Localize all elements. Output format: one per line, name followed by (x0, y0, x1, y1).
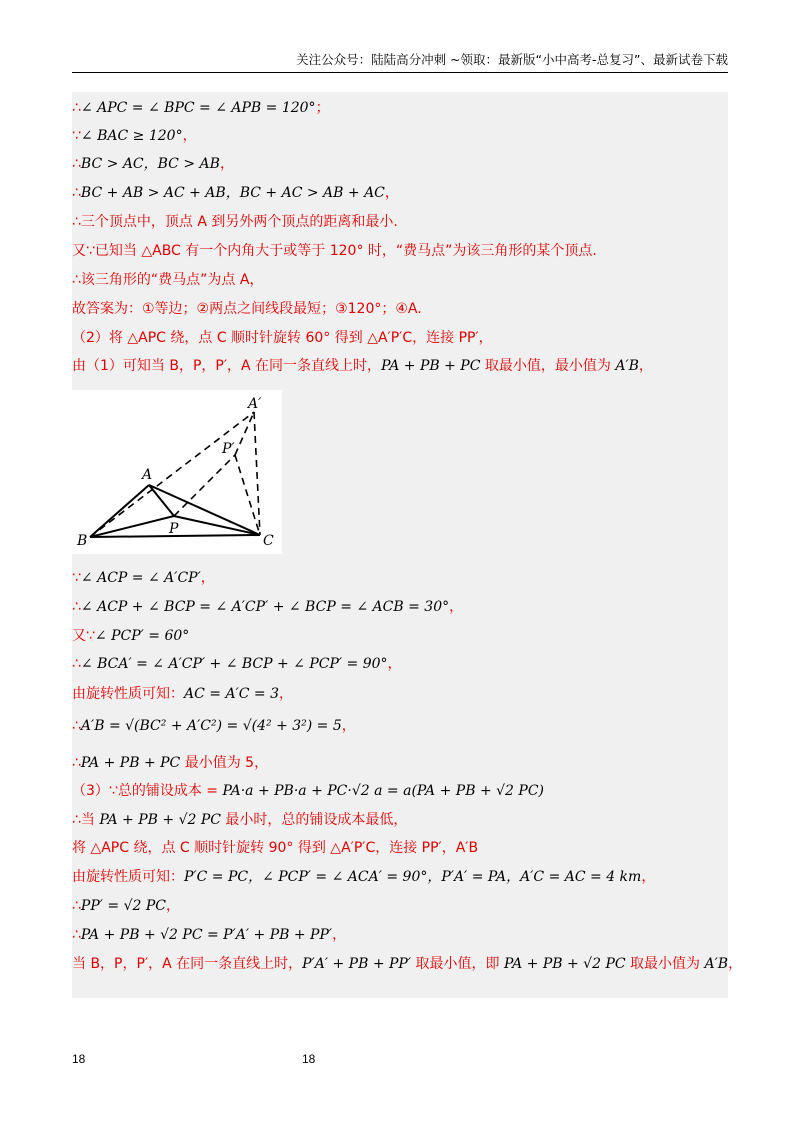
line-text: ∴ (72, 656, 81, 672)
solution-line (72, 568, 215, 588)
math-expression: PA·a + PB·a + PC·√2 a = a(PA + PB + √2 PC) (222, 783, 544, 799)
line-text: ， (341, 718, 356, 734)
line-text: ∴ (72, 156, 81, 172)
math-expression: ∠ BAC ≥ 120° (80, 128, 183, 144)
line-text: ∴ (72, 185, 81, 201)
math-expression: A′B (615, 358, 639, 374)
solution-line (72, 126, 197, 146)
segment-P-prime-C (235, 455, 260, 535)
line-text: 当 B，P，P′，A 在同一条直线上时， (72, 956, 303, 972)
segment-AC (149, 485, 260, 535)
solution-line (72, 626, 189, 646)
solution-line (72, 781, 544, 801)
header-text: 关注公众号：陆陆高分冲刺 ~领取：最新版“小中高考-总复习”、最新试卷下载 (296, 52, 728, 67)
math-expression: A′B (704, 956, 729, 972)
math-expression: ∠ APC = ∠ BPC = ∠ APB = 120° (80, 100, 316, 116)
geometry-diagram (72, 390, 282, 554)
math-expression: ∠ ACP = ∠ A′CP′ (80, 570, 201, 586)
line-text: ， (387, 656, 402, 672)
math-expression: PA + PB + PC (381, 358, 481, 374)
line-text: 将 △APC 绕，点 C 顺时针旋转 90° 得到 △A′P′C，连接 PP′，A′B (72, 840, 479, 856)
line-text: 最小值为 5， (180, 755, 269, 771)
solution-line (72, 328, 493, 348)
line-text: ∴该三角形的“费马点”为点 A， (72, 272, 264, 288)
page-number-center: 18 (302, 1052, 316, 1066)
page-number-left: 18 (72, 1052, 86, 1066)
solution-line (72, 925, 346, 945)
label-A-prime: A′ (248, 396, 262, 412)
line-text: ∵ (72, 128, 81, 144)
line-text: ∴ (72, 927, 81, 943)
line-text: 取最小值，最小值为 (480, 358, 616, 374)
line-text: 由旋转性质可知： (72, 686, 184, 702)
line-text: ， (384, 185, 399, 201)
segment-PC (174, 516, 260, 535)
line-text: 由（1）可知当 B，P，P′，A 在同一条直线上时， (72, 358, 382, 374)
solution-line (72, 154, 234, 174)
solution-line (72, 896, 180, 916)
math-expression: ∠ ACP + ∠ BCP = ∠ A′CP′ + ∠ BCP = ∠ ACB = 30° (80, 599, 450, 615)
math-expression: PP′ = √2 PC (80, 898, 166, 914)
math-expression: ∠ BCA′ = ∠ A′CP′ + ∠ BCP + ∠ PCP′ = 90° (80, 656, 388, 672)
line-text: ， (182, 128, 197, 144)
line-text: ∴ (72, 599, 81, 615)
line-text: ， (332, 927, 347, 943)
segment-BA-prime (90, 412, 254, 537)
line-text: 取最小值，即 (411, 956, 504, 972)
math-expression: BC + AB > AC + AB，BC + AC > AB + AC (80, 185, 385, 201)
line-text: ； (315, 100, 330, 116)
line-text: 又∵ (72, 628, 95, 644)
geometry-figure (72, 390, 282, 554)
label-A: A (142, 467, 153, 483)
line-text: ∴当 (72, 812, 100, 828)
line-text: 又∵已知当 △ABC 有一个内角大于或等于 120° 时，“费马点”为该三角形的某个顶点. (72, 243, 597, 259)
solution-line (72, 654, 402, 674)
line-text: ∴ (72, 898, 81, 914)
math-expression: ∠ PCP′ = 60° (94, 628, 190, 644)
line-text: ∴ (72, 100, 81, 116)
math-expression: A′B = √(BC² + A′C²) = √(4² + 3²) = 5 (80, 718, 342, 734)
math-expression: PA + PB + √2 PC (99, 812, 221, 828)
solution-content (72, 92, 743, 998)
line-text: ∴ (72, 718, 81, 734)
solution-line (72, 867, 655, 887)
line-text: ， (279, 686, 293, 702)
solution-line (72, 810, 407, 830)
line-text: ∴三个顶点中，顶点 A 到另外两个顶点的距离和最小. (72, 214, 398, 230)
label-P-prime: P′ (222, 441, 235, 457)
line-text: 由旋转性质可知： (72, 869, 184, 885)
line-text: ， (638, 358, 653, 374)
label-C: C (263, 533, 274, 549)
solution-line (72, 838, 478, 858)
line-text: （2）将 △APC 绕，点 C 顺时针旋转 60° 得到 △A′P′C，连接 PP′， (72, 330, 493, 346)
solution-line (72, 183, 399, 203)
page-header (72, 50, 728, 73)
math-expression: P′C = PC，∠ PCP′ = ∠ ACA′ = 90°，P′A′ = PA，A′C = AC = 4 km (184, 869, 642, 885)
solution-line (72, 270, 263, 290)
label-P: P (169, 521, 179, 537)
line-text: ， (200, 570, 215, 586)
solution-line (72, 212, 398, 232)
line-text: 最小时，总的铺设成本最低， (220, 812, 408, 828)
line-text: ， (728, 956, 743, 972)
line-text: （3）∵总的铺设成本 = (72, 783, 223, 799)
label-B: B (77, 533, 88, 549)
solution-line (72, 954, 742, 974)
math-expression: AC = A′C = 3 (184, 686, 279, 702)
line-text: ∵ (72, 570, 81, 586)
line-text: 取最小值为 (625, 956, 705, 972)
math-expression: PA + PB + PC (80, 755, 181, 771)
math-expression: P′A′ + PB + PP′ (302, 956, 412, 972)
line-text: 故答案为：①等边；②两点之间线段最短；③120°；④A. (72, 301, 422, 317)
solution-line (72, 716, 356, 736)
solution-line (72, 299, 422, 319)
math-expression: BC > AC，BC > AB (80, 156, 220, 172)
line-text: ， (165, 898, 180, 914)
line-text: ， (641, 869, 656, 885)
line-text: ， (449, 599, 464, 615)
line-text: ∴ (72, 755, 81, 771)
solution-line (72, 356, 653, 376)
segment-PP-prime (174, 455, 235, 516)
solution-line (72, 753, 268, 773)
solution-line (72, 241, 597, 261)
math-expression: PA + PB + √2 PC (503, 956, 626, 972)
solution-line (72, 98, 330, 118)
math-expression: PA + PB + √2 PC = P′A′ + PB + PP′ (80, 927, 333, 943)
solution-line (72, 684, 293, 704)
line-text: ， (219, 156, 234, 172)
solution-line (72, 597, 463, 617)
